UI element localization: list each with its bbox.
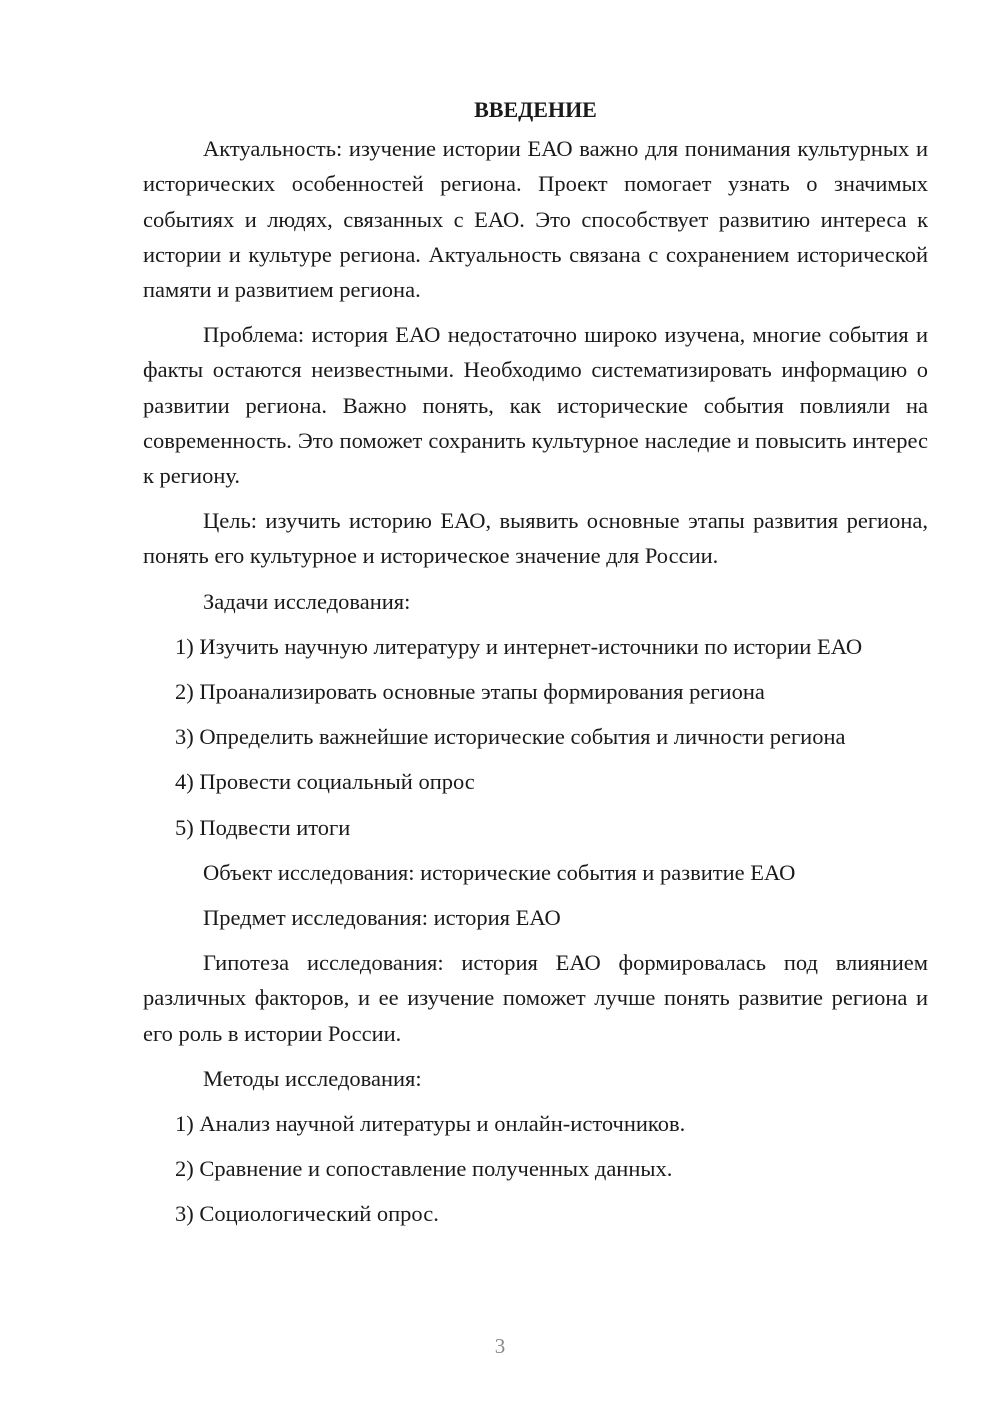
tasks-heading: Задачи исследования:: [203, 588, 411, 614]
method-item-1: 1) Анализ научной литературы и онлайн-источников.: [175, 1111, 686, 1137]
page-title: ВВЕДЕНИЕ: [474, 97, 597, 122]
task-item-2: 2) Проанализировать основные этапы формирования региона: [175, 679, 765, 705]
goal-paragraph: Цель: изучить историю ЕАО, выявить основные этапы развития региона, понять его культурное и историческое значение для России.: [143, 508, 928, 569]
subject-paragraph: Предмет исследования: история ЕАО: [203, 905, 561, 931]
relevance-paragraph: Актуальность: изучение истории ЕАО важно для понимания культурных и исторических особенностей региона. Проект помогает узнать о значимых событиях и людях, связанных с ЕАО. Это способствует развитию интереса к истории и культуре региона. Актуальность связана с сохранением исторической памяти и развитием региона.: [143, 136, 928, 303]
task-item-1: 1) Изучить научную литературу и интернет-источники по истории ЕАО: [175, 633, 863, 659]
method-item-3: 3) Социологический опрос.: [175, 1201, 439, 1227]
object-paragraph: Объект исследования: исторические события и развитие ЕАО: [203, 859, 796, 885]
task-item-5: 5) Подвести итоги: [175, 814, 351, 840]
problem-paragraph: Проблема: история ЕАО недостаточно широко изучена, многие события и факты остаются неизвестными. Необходимо систематизировать информацию о развитии региона. Важно понять, как исторические события повлияли на современность. Это поможет сохранить культурное наследие и повысить интерес к региону.: [143, 322, 928, 489]
task-item-3: 3) Определить важнейшие исторические события и личности региона: [175, 724, 846, 750]
hypothesis-paragraph: Гипотеза исследования: история ЕАО формировалась под влиянием различных факторов, и ее изучение поможет лучше понять развитие региона и его роль в истории России.: [143, 950, 928, 1046]
method-item-2: 2) Сравнение и сопоставление полученных данных.: [175, 1156, 673, 1182]
page-number: 3: [494, 1334, 506, 1358]
methods-heading: Методы исследования:: [203, 1065, 422, 1091]
document-page: [143, 92, 928, 1232]
task-item-4: 4) Провести социальный опрос: [175, 769, 475, 795]
